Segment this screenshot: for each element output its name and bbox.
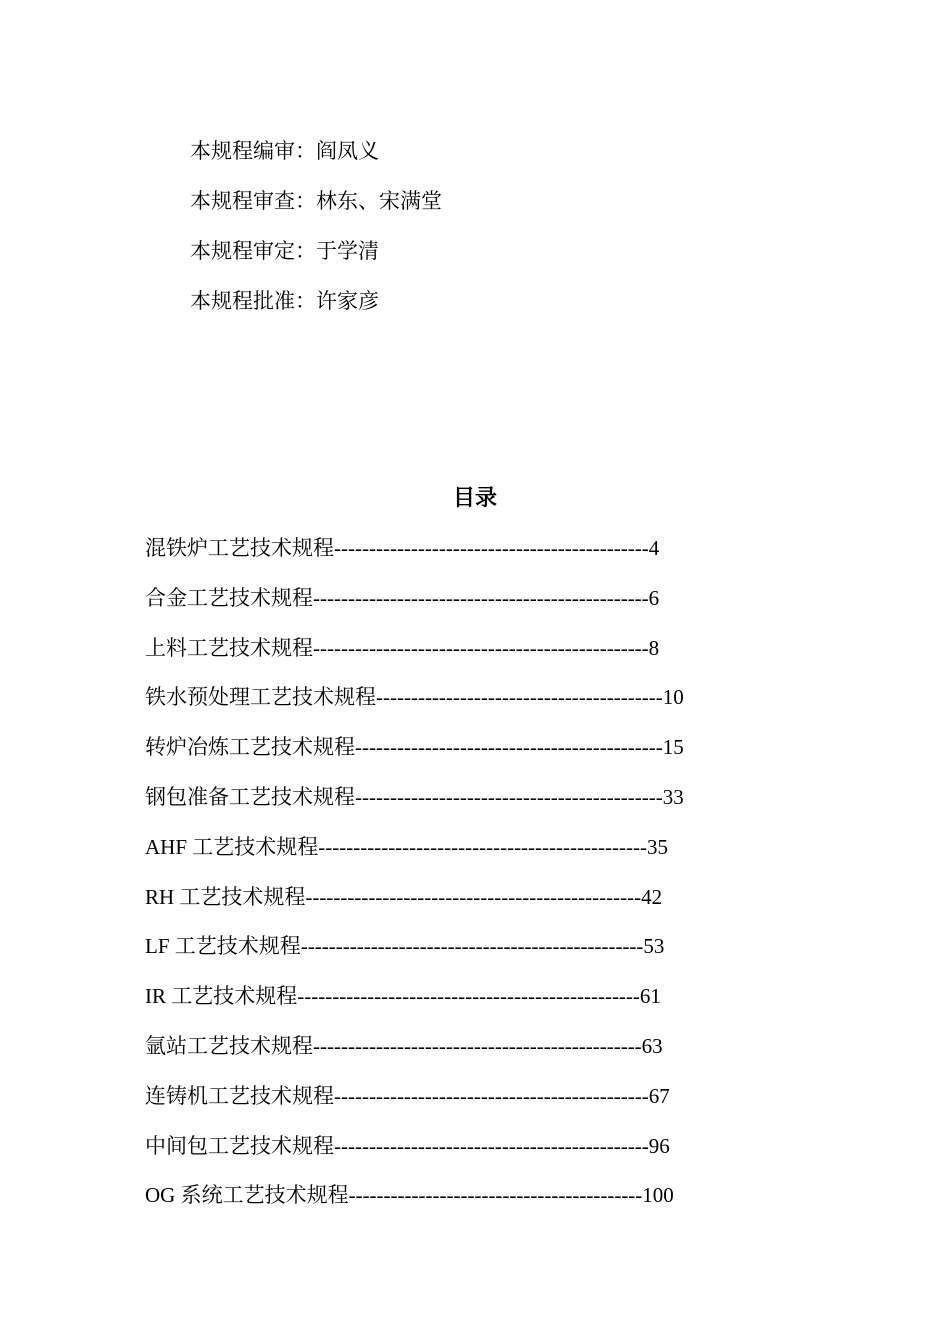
toc-entry: RH 工艺技术规程------------------------------------------------42 [145, 884, 663, 909]
toc-entry: 钢包准备工艺技术规程--------------------------------------------33 [145, 784, 684, 809]
toc-entry: 混铁炉工艺技术规程---------------------------------------------4 [145, 536, 660, 560]
signoff-line-verifier: 本规程审定：于学清 [190, 239, 379, 263]
toc-entry: 连铸机工艺技术规程---------------------------------------------67 [145, 1083, 670, 1108]
table-of-contents [145, 529, 765, 1226]
toc-entry: 合金工艺技术规程------------------------------------------------6 [145, 585, 660, 610]
signoff-list [190, 132, 442, 332]
toc-entry: IR 工艺技术规程-------------------------------------------------61 [145, 984, 661, 1009]
signoff-line-reviewer: 本规程审查：林东、宋满堂 [190, 189, 442, 213]
toc-entry: LF 工艺技术规程-------------------------------------------------53 [145, 934, 665, 959]
toc-entry: 中间包工艺技术规程---------------------------------------------96 [145, 1133, 670, 1158]
toc-entry: 氩站工艺技术规程-----------------------------------------------63 [145, 1033, 663, 1058]
signoff-line-compiler: 本规程编审：阎凤义 [190, 139, 379, 163]
toc-entry: OG 系统工艺技术规程------------------------------------------100 [145, 1183, 674, 1208]
toc-entry: 上料工艺技术规程------------------------------------------------8 [145, 635, 660, 660]
toc-entry: 铁水预处理工艺技术规程-----------------------------------------10 [145, 685, 684, 710]
toc-title: 目录 [452, 486, 497, 511]
signoff-line-approver: 本规程批准：许家彦 [190, 289, 379, 313]
toc-entry: 转炉冶炼工艺技术规程--------------------------------------------15 [145, 735, 684, 760]
toc-entry: AHF 工艺技术规程-----------------------------------------------35 [145, 834, 668, 859]
